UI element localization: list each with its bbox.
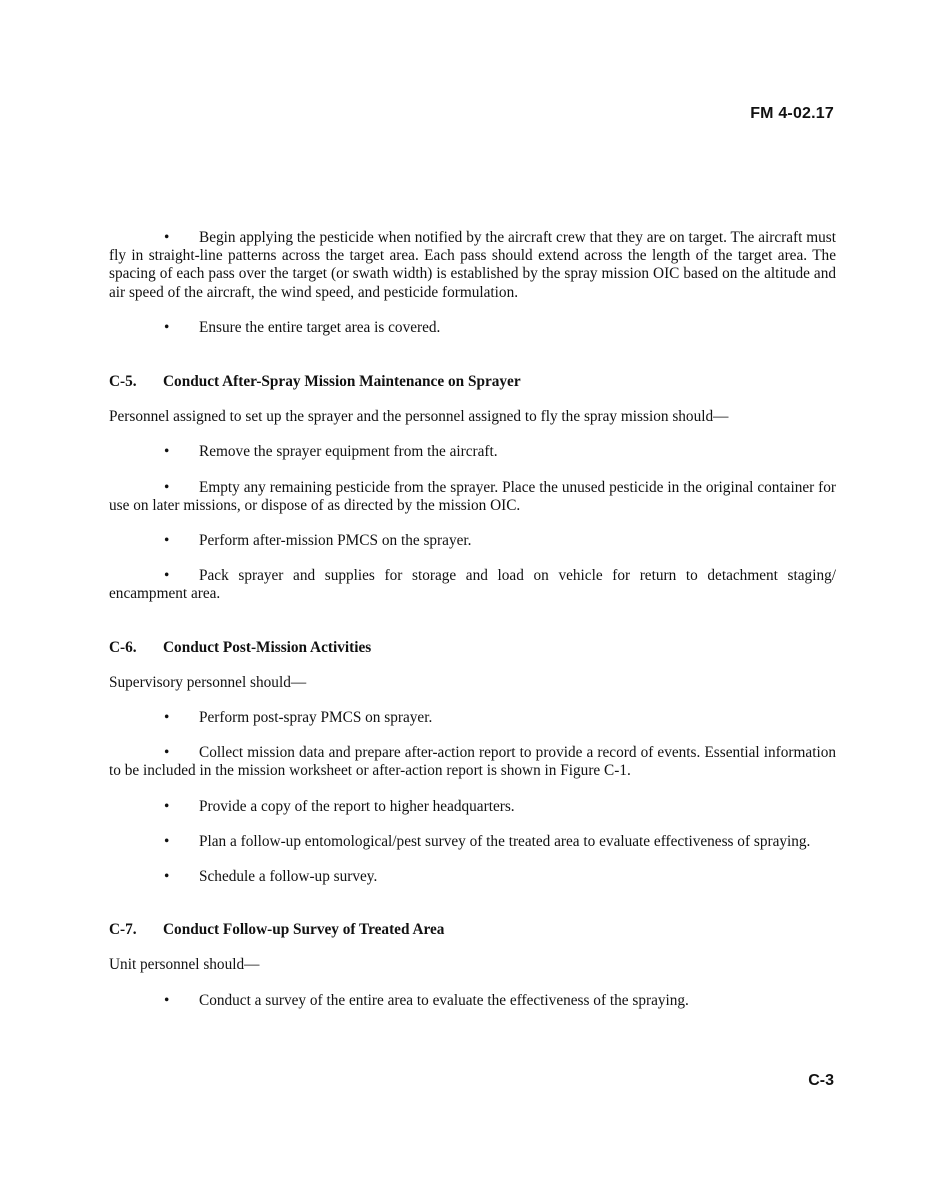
page-body — [109, 229, 836, 1010]
section-title: Conduct Post-Mission Activities — [163, 638, 372, 656]
list-item — [109, 567, 836, 603]
bullet-text: Pack sprayer and supplies for storage and load on vehicle for return to detachment staging/ encampment area. — [109, 567, 836, 603]
bullet-text: Empty any remaining pesticide from the sprayer. Place the unused pesticide in the original container for use on later missions, or dispose of as directed by the mission OIC. — [109, 478, 836, 514]
list-item — [109, 479, 836, 515]
bullet-icon: • — [164, 991, 170, 1009]
bullet-text: Ensure the entire target area is covered. — [199, 318, 441, 336]
bullet-icon: • — [164, 318, 170, 336]
section-title: Conduct Follow-up Survey of Treated Area — [163, 921, 445, 939]
manual-code-header: FM 4-02.17 — [750, 105, 834, 122]
bullet-icon: • — [164, 709, 170, 727]
section-lead: Personnel assigned to set up the sprayer and the personnel assigned to fly the spray mission should— — [109, 408, 729, 426]
bullet-icon: • — [164, 832, 170, 850]
list-item — [109, 992, 836, 1010]
section-number: C-7. — [109, 921, 137, 939]
list-item — [109, 532, 836, 550]
bullet-icon: • — [164, 443, 170, 461]
list-item — [109, 798, 836, 816]
bullet-text: Perform after-mission PMCS on the sprayer. — [199, 532, 472, 550]
bullet-icon: • — [164, 532, 170, 550]
bullet-text: Plan a follow-up entomological/pest survey of the treated area to evaluate effectiveness of spraying. — [199, 832, 811, 850]
bullet-icon: • — [164, 478, 170, 496]
section-number: C-5. — [109, 373, 137, 391]
page-number: C-3 — [808, 1072, 834, 1089]
section-lead: Unit personnel should— — [109, 956, 260, 974]
bullet-icon: • — [164, 567, 170, 585]
list-item — [109, 443, 836, 461]
section-heading-c7 — [109, 921, 836, 939]
bullet-text: Schedule a follow-up survey. — [199, 868, 378, 886]
bullet-icon: • — [164, 744, 170, 762]
intro-bullet-2 — [109, 319, 836, 337]
bullet-text: Begin applying the pesticide when notified by the aircraft crew that they are on target. The aircraft must fly in straight-line patterns across the target area. Each pass should extend across the length of the target area. The spacing of each pass over the target (or swath width) is established by the spray mission OIC based on the altitude and air speed of the aircraft, the wind speed, and pesticide formulation. — [109, 229, 836, 301]
bullet-text: Conduct a survey of the entire area to evaluate the effectiveness of the spraying. — [199, 991, 689, 1009]
list-item — [109, 833, 836, 851]
bullet-text: Provide a copy of the report to higher headquarters. — [199, 797, 515, 815]
bullet-text: Collect mission data and prepare after-action report to provide a record of events. Essential information to be included in the mission worksheet or after-action report is shown in Figure C-1. — [109, 744, 836, 780]
section-number: C-6. — [109, 638, 137, 656]
bullet-icon: • — [164, 229, 170, 246]
section-heading-c6 — [109, 639, 836, 657]
section-title: Conduct After-Spray Mission Maintenance on Sprayer — [163, 373, 521, 391]
intro-bullet-1 — [109, 229, 836, 302]
list-item — [109, 744, 836, 780]
section-heading-c5 — [109, 373, 836, 391]
bullet-icon: • — [164, 797, 170, 815]
section-lead: Supervisory personnel should— — [109, 673, 307, 691]
bullet-icon: • — [164, 868, 170, 886]
list-item — [109, 868, 836, 886]
list-item — [109, 709, 836, 727]
bullet-text: Remove the sprayer equipment from the aircraft. — [199, 443, 498, 461]
bullet-text: Perform post-spray PMCS on sprayer. — [199, 709, 433, 727]
